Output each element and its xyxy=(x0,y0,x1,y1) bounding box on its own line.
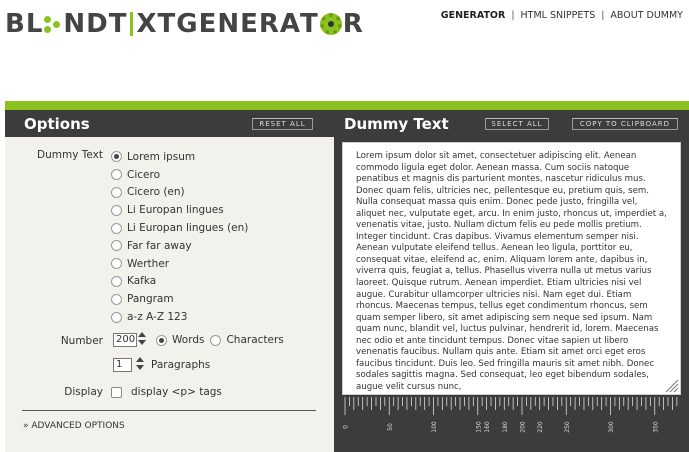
dummy-text-header xyxy=(334,110,689,137)
copy-to-clipboard-button[interactable]: COPY TO CLIPBOARD xyxy=(572,118,678,130)
number-stepper[interactable] xyxy=(138,332,146,347)
radio-li-europan-en[interactable] xyxy=(111,219,248,237)
advanced-options-link[interactable]: » ADVANCED OPTIONS xyxy=(23,421,125,431)
number-input[interactable]: 200 xyxy=(113,333,137,347)
paragraphs-input[interactable]: 1 xyxy=(113,358,132,372)
options-header xyxy=(5,110,334,137)
radio-label: Far far away xyxy=(127,239,192,252)
ruler-label: 180 xyxy=(501,421,509,433)
radio-button[interactable] xyxy=(111,223,122,234)
radio-label: a-z A-Z 123 xyxy=(127,311,188,324)
radio-button[interactable] xyxy=(111,258,122,269)
ruler-label: 0 xyxy=(342,425,350,429)
display-p-checkbox[interactable] xyxy=(111,387,122,398)
ruler-label: 250 xyxy=(563,421,571,433)
dummy-text-title: Dummy Text xyxy=(344,115,449,133)
ruler-label: 200 xyxy=(519,421,527,433)
ruler-label: 150 xyxy=(475,421,483,433)
words-label: Words xyxy=(172,334,205,346)
radio-label: Kafka xyxy=(127,275,157,288)
radio-label: Li Europan lingues xyxy=(127,204,224,217)
options-title: Options xyxy=(24,115,90,133)
number-label: Number xyxy=(60,335,103,347)
radio-button[interactable] xyxy=(111,312,122,323)
characters-label: Characters xyxy=(226,334,284,346)
radio-words[interactable] xyxy=(156,335,167,346)
accent-bar xyxy=(5,101,689,110)
radio-button[interactable] xyxy=(111,276,122,287)
radio-label: Pangram xyxy=(127,293,174,306)
radio-label: Cicero xyxy=(127,168,160,181)
reset-all-button[interactable]: RESET ALL xyxy=(252,118,313,130)
gear-icon xyxy=(320,13,342,35)
display-p-label: display <p> tags xyxy=(131,386,222,398)
radio-button[interactable] xyxy=(111,240,122,251)
radio-cicero-en[interactable] xyxy=(111,184,248,202)
radio-lorem-ipsum[interactable] xyxy=(111,148,248,166)
display-p-option[interactable] xyxy=(111,386,222,398)
divider xyxy=(22,410,316,411)
logo-text-2: NDT xyxy=(63,9,128,39)
ruler-label: 100 xyxy=(431,421,438,433)
character-ruler xyxy=(342,397,681,452)
nav-about[interactable]: ABOUT DUMMY xyxy=(610,10,683,21)
radio-button[interactable] xyxy=(111,294,122,305)
dummy-text-label: Dummy Text xyxy=(37,149,103,161)
display-label: Display xyxy=(64,386,103,398)
nav-separator: | xyxy=(511,10,515,21)
radio-kafka[interactable] xyxy=(111,273,248,291)
unit-radio-group xyxy=(156,334,284,346)
nav-html-snippets[interactable]: HTML SNIPPETS xyxy=(520,10,596,21)
paragraphs-stepper[interactable] xyxy=(136,357,144,372)
radio-pangram[interactable] xyxy=(111,290,248,308)
radio-far-far-away[interactable] xyxy=(111,237,248,255)
radio-label: Cicero (en) xyxy=(127,186,185,199)
logo-text-1: BL xyxy=(5,9,44,39)
radio-li-europan[interactable] xyxy=(111,201,248,219)
radio-button[interactable] xyxy=(111,151,122,162)
ruler-label: 160 xyxy=(484,421,492,433)
logo-letter-t: T xyxy=(300,9,319,39)
radio-button[interactable] xyxy=(111,169,122,180)
nav-generator[interactable]: GENERATOR xyxy=(440,10,506,21)
radio-button[interactable] xyxy=(111,205,122,216)
top-nav xyxy=(435,10,689,21)
logo-letter-r: R xyxy=(342,9,364,39)
radio-button[interactable] xyxy=(111,187,122,198)
radio-cicero[interactable] xyxy=(111,166,248,184)
nav-separator: | xyxy=(601,10,605,21)
text-type-radio-group xyxy=(111,148,248,326)
dummy-text-output[interactable]: Lorem ipsum dolor sit amet, consectetuer adipiscing elit. Aenean commodo ligula eget dolor. Aenean massa. Cum sociis natoque penatibus et magnis dis parturient montes, nascetur ridiculus mus. Donec quam felis, ultricies nec, pellentesque eu, pretium quis, sem. Nulla consequat massa quis enim. Donec pede justo, fringilla vel, aliquet nec, vulputate eget, arcu. In enim justo, rhoncus ut, imperdiet a, venenatis vitae, justo. Nullam dictum felis eu pede mollis pretium. Integer tincidunt. Cras dapibus. Vivamus elementum semper nisi. Aenean vulputate eleifend tellus. Aenean leo ligula, porttitor eu, consequat vitae, eleifend ac, enim. Aliquam lorem ante, dapibus in, viverra quis, feugiat a, tellus. Phasellus viverra nulla ut metus varius laoreet. Quisque rutrum. Aenean imperdiet. Etiam ultricies nisi vel augue. Curabitur ullamcorper ultricies nisi. Nam eget dui. Etiam rhoncus. Maecenas tempus, tellus eget condimentum rhoncus, sem quam semper libero, sit amet adipiscing sem neque sed ipsum. Nam quam nunc, blandit vel, luctus pulvinar, hendrerit id, lorem. Maecenas nec odio et ante tincidunt tempus. Donec vitae sapien ut libero venenatis faucibus. Nullam quis ante. Etiam sit amet orci eget eros faucibus tincidunt. Duis leo. Sed fringilla mauris sit amet nibh. Donec sodales sagittis magna. Sed consequat, leo eget bibendum sodales, augue velit cursus nunc, xyxy=(342,142,681,395)
select-all-button[interactable]: SELECT ALL xyxy=(485,118,549,130)
paragraphs-label: Paragraphs xyxy=(151,359,211,371)
radio-characters[interactable] xyxy=(210,335,221,346)
radio-werther[interactable] xyxy=(111,255,248,273)
ruler-label: 300 xyxy=(608,421,615,433)
radio-label: Werther xyxy=(127,257,170,270)
ruler-label: 350 xyxy=(652,421,660,433)
resize-grip-icon[interactable] xyxy=(663,377,679,393)
radio-label: Lorem ipsum xyxy=(127,150,196,163)
logo-text-3: XTGENERA xyxy=(136,9,302,39)
ruler-label: 50 xyxy=(386,423,394,431)
logo[interactable] xyxy=(5,7,364,41)
logo-cursor-icon xyxy=(130,12,133,36)
logo-dots-icon xyxy=(44,13,62,35)
ruler-label: 220 xyxy=(537,421,545,433)
radio-label: Li Europan lingues (en) xyxy=(127,222,249,235)
radio-az-123[interactable] xyxy=(111,308,248,326)
